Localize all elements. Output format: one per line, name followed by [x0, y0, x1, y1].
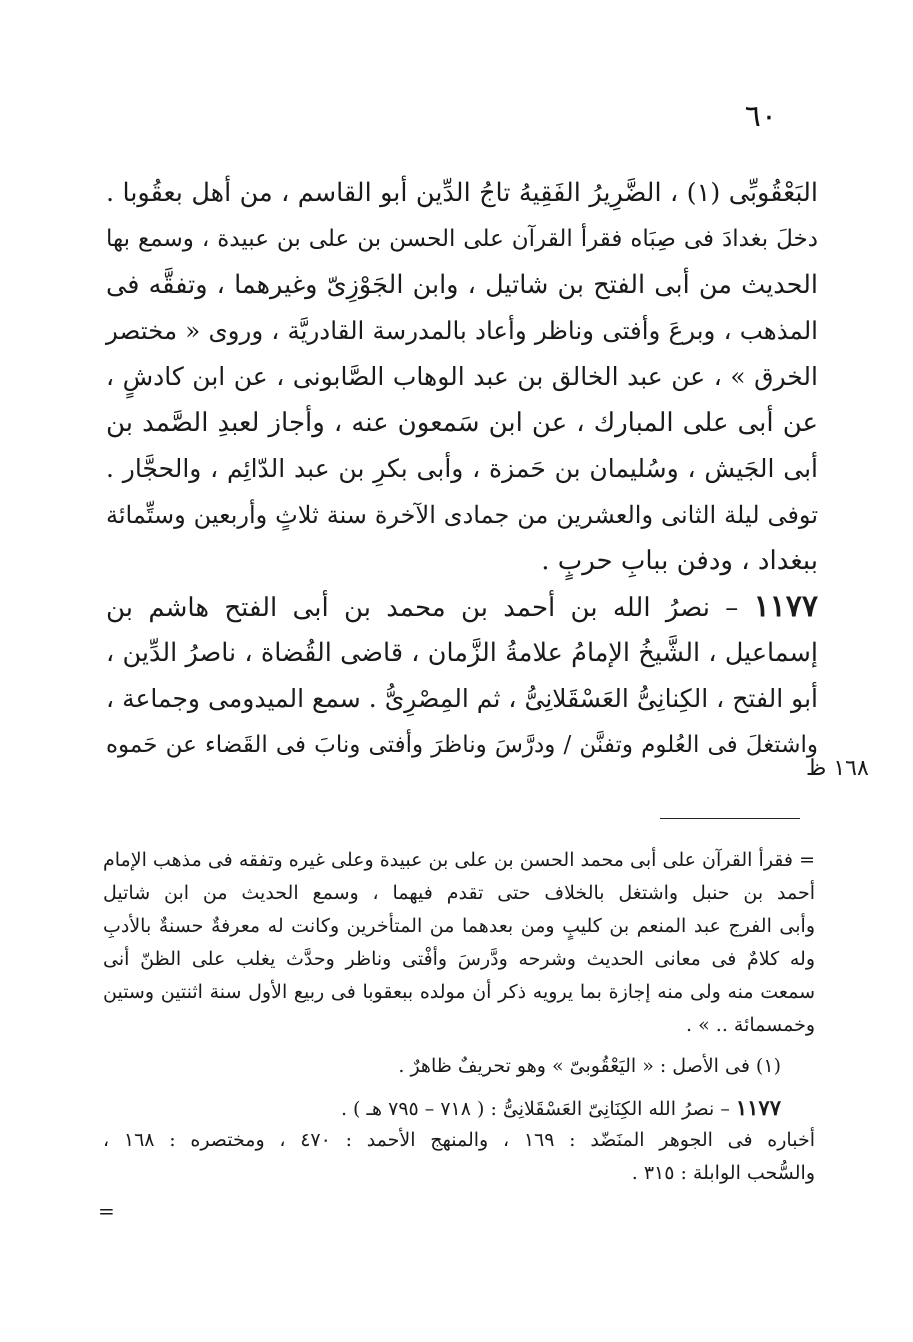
page-number: ٦٠	[744, 99, 777, 134]
body-line: ببغداد ، ودفن ببابِ حربٍ .	[541, 546, 818, 576]
body-line: أبى الجَيش ، وسُليمان بن حَمزة ، وأبى بكرِ بن عبد الدّائِم ، والحجَّار .	[106, 454, 818, 483]
footnote-1: (١) فى الأصل : « اليَعْقُوبىّ » وهو تحريفٌ ظاهرٌ .	[398, 1055, 781, 1077]
footnote-gap	[103, 1083, 815, 1091]
footnote-line: وله كلامٌ فى معانى الحديث وشرحه ودَّرسَ وأفْتى وناظر وحدَّث يغلب على الظنّ أنى	[103, 948, 815, 970]
footnote-line: وخمسمائة .. » .	[686, 1014, 815, 1036]
footnote-line: أحمد بن حنبل واشتغل بالخلاف حتى تقدم فيهما ، وسمع الحديث من ابن شاتيل	[103, 882, 815, 904]
footnote-entry-text: – نصرُ الله الكِنَانِىّ العَسْقَلانِىُّ : ( ٧١٨ – ٧٩٥ هـ ) .	[340, 1098, 730, 1120]
footnote-gap	[103, 1042, 815, 1050]
body-line: دخلَ بغدادَ فى صِبَاه فقرأ القرآن على الحسن بن على بن عبيدة ، وسمع بها	[106, 226, 818, 252]
entry-line-text: نصرُ الله بن أحمد بن محمد بن أبى الفتح هاشم بن	[106, 593, 710, 623]
footnote-line: وأبى الفرج عبد المنعم بن كليبٍ ومن بعدهما من المتأخرين وكانت له معرفةٌ حسنةٌ بالأدبِ	[103, 915, 815, 937]
entry-first-line	[106, 584, 818, 630]
body-line: المذهب ، وبرعَ وأفتى وناظر وأعاد بالمدرسة القادريَّة ، وروى « مختصر	[106, 316, 818, 345]
continuation-mark: =	[98, 1199, 115, 1223]
body-line: عن أبى على المبارك ، عن ابن سَمعون عنه ، وأجاز لعبدِ الصَّمد بن	[106, 408, 818, 438]
footnote-line: سمعت منه ولى منه إجازة بما يرويه ذكر أن مولده ببعقوبا فى ربيع الأول سنة اثنتين وستين	[103, 981, 815, 1003]
footnote-entry-number: ١١٧٧	[735, 1095, 781, 1120]
footnote-sources-line: والسُّحب الوابلة : ٣١٥ .	[631, 1162, 815, 1184]
entry-line: إسماعيل ، الشَّيخُ الإمامُ علامةُ الزَّمان ، قاضى القُضاة ، ناصرُ الدِّين ،	[106, 638, 818, 668]
footnote-sources-line: أخباره فى الجوهر المنَضّد : ١٦٩ ، والمنهج الأحمد : ٤٧٠ ، ومختصره : ١٦٨ ،	[103, 1129, 815, 1151]
main-text	[106, 170, 818, 768]
manuscript-folio-reference: ١٦٨ ظ	[806, 756, 869, 781]
entry-line: واشتغلَ فى العُلوم وتفنَّن / ودرَّسَ وناظرَ وأفتى ونابَ فى القَضاء عن حَموه	[106, 732, 818, 758]
body-line: توفى ليلة الثانى والعشرين من جمادى الآخرة سنة ثلاثٍ وأربعين وستِّمائة	[106, 501, 818, 529]
entry-line: أبو الفتح ، الكِنانِىُّ العَسْقَلانِىُّ ، ثم المِصْرِىُّ . سمع الميدومى وجماعة ،	[106, 684, 818, 713]
entry-dash: –	[725, 593, 739, 623]
footnote-separator	[660, 818, 800, 819]
body-line: الخرق » ، عن عبد الخالق بن عبد الوهاب الصَّابونى ، عن ابن كادشٍ ،	[106, 362, 818, 391]
entry-number: ١١٧٧	[753, 589, 819, 624]
body-line: البَعْقُوبِّى (١) ، الضَّرِيرُ الفَقِيهُ تاجُ الدِّين أبو القاسم ، من أهل بعقُوبا .	[106, 178, 818, 208]
footnote-entry-note	[103, 1091, 815, 1124]
body-line: الحديث من أبى الفتح بن شاتيل ، وابن الجَوْزِىّ وغيرهما ، وتفقَّه فى	[106, 270, 818, 300]
footnotes	[103, 844, 815, 1190]
footnote-line: = فقرأ القرآن على أبى محمد الحسن بن على بن عبيدة وعلى غيره وتفقه فى مذهب الإمام	[103, 849, 815, 871]
